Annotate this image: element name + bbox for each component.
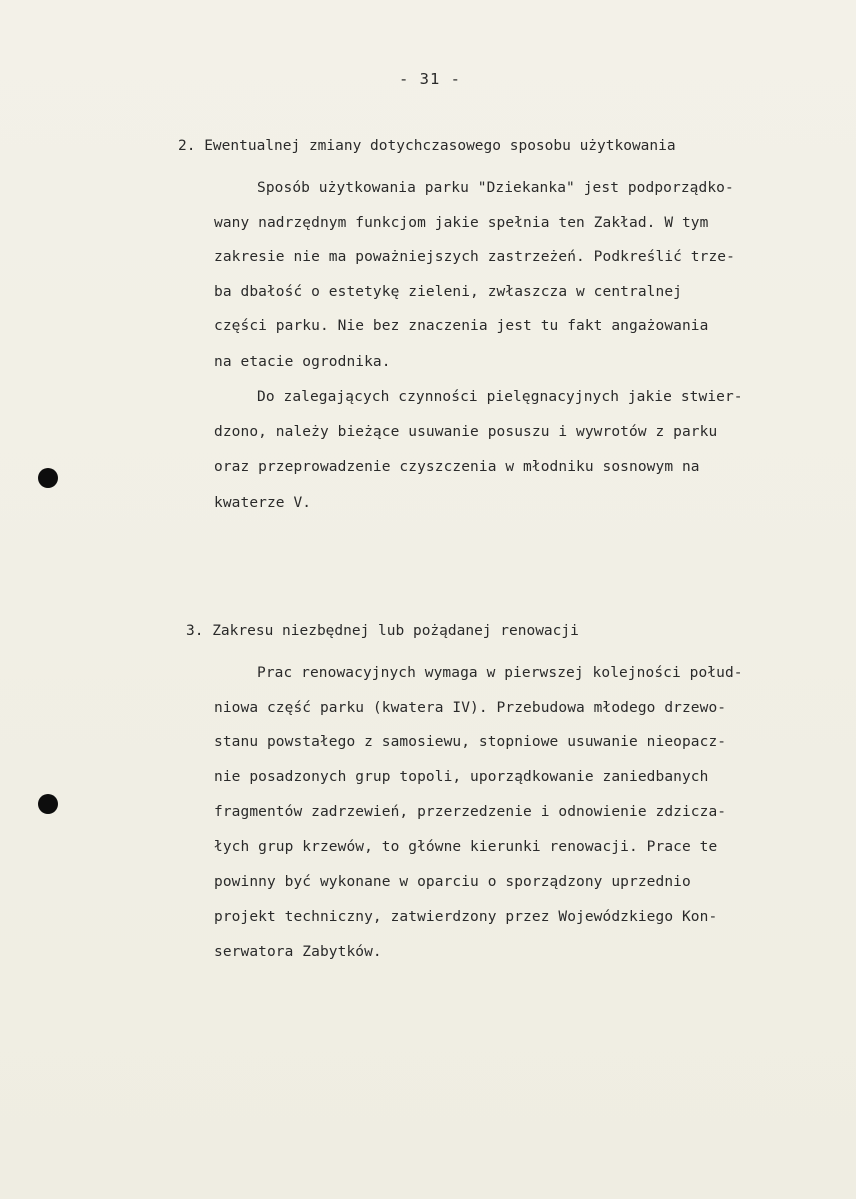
section-3-line: powinny być wykonane w oparciu o sporządzony uprzednio	[214, 874, 691, 890]
section-2-line: na etacie ogrodnika.	[214, 354, 391, 370]
section-3-line: niowa część parku (kwatera IV). Przebudowa młodego drzewo-	[214, 700, 727, 716]
section-2-line: zakresie nie ma poważniejszych zastrzeżeń. Podkreślić trze-	[214, 249, 735, 265]
section-3-line: nie posadzonych grup topoli, uporządkowanie zaniedbanych	[214, 769, 709, 785]
section-3-heading: 3. Zakresu niezbędnej lub pożądanej renowacji	[186, 623, 579, 639]
section-3-line: Prac renowacyjnych wymaga w pierwszej kolejności połud-	[257, 665, 743, 681]
punch-hole-upper	[38, 468, 58, 488]
section-3-line: łych grup krzewów, to główne kierunki renowacji. Prace te	[214, 839, 718, 855]
section-2-line: części parku. Nie bez znaczenia jest tu fakt angażowania	[214, 318, 709, 334]
section-3-line: fragmentów zadrzewień, przerzedzenie i odnowienie zdzicza-	[214, 804, 727, 820]
section-2-line: ba dbałość o estetykę zieleni, zwłaszcza w centralnej	[214, 284, 682, 300]
section-2-line: Do zalegających czynności pielęgnacyjnych jakie stwier-	[257, 389, 743, 405]
section-2-line: wany nadrzędnym funkcjom jakie spełnia ten Zakład. W tym	[214, 215, 709, 231]
section-3-line: stanu powstałego z samosiewu, stopniowe usuwanie nieopacz-	[214, 734, 727, 750]
page-number: - 31 -	[399, 70, 461, 88]
section-2-line: Sposób użytkowania parku "Dziekanka" jest podporządko-	[257, 180, 734, 196]
section-2-line: oraz przeprowadzenie czyszczenia w młodniku sosnowym na	[214, 459, 700, 475]
punch-hole-lower	[38, 794, 58, 814]
section-3-line: projekt techniczny, zatwierdzony przez Wojewódzkiego Kon-	[214, 909, 718, 925]
section-3-line: serwatora Zabytków.	[214, 944, 382, 960]
section-2-heading: 2. Ewentualnej zmiany dotychczasowego sposobu użytkowania	[178, 138, 676, 154]
section-2-line: dzono, należy bieżące usuwanie posuszu i wywrotów z parku	[214, 424, 718, 440]
section-2-line: kwaterze V.	[214, 495, 312, 511]
